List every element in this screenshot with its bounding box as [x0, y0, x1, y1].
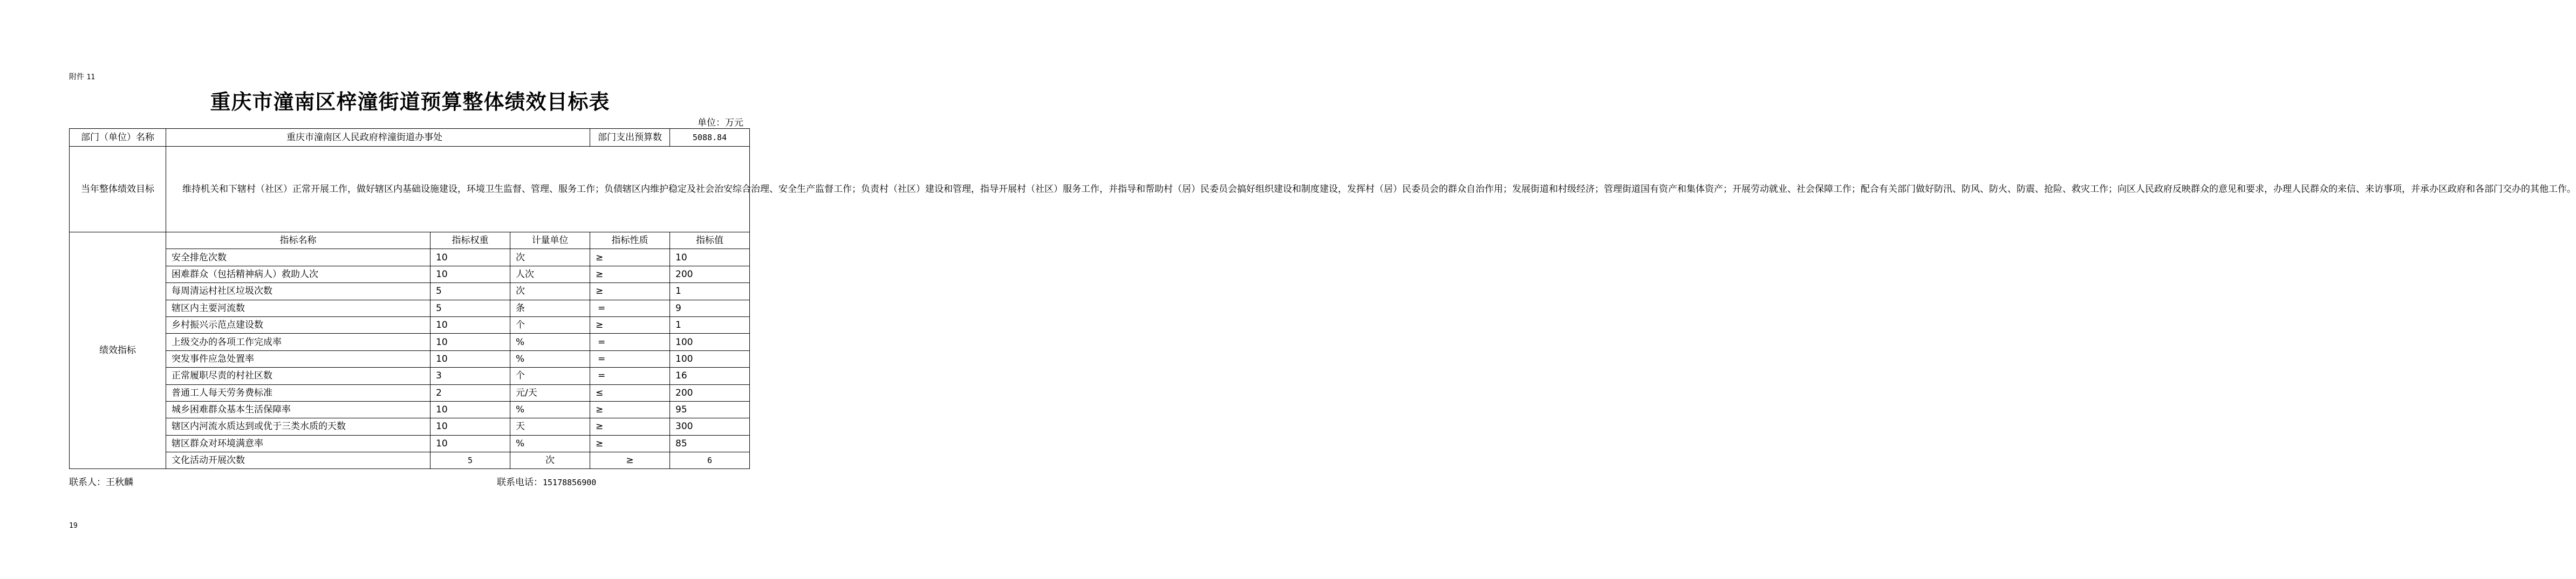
budget-label: 部门支出预算数 — [590, 129, 670, 147]
attachment-label — [69, 71, 95, 82]
indicator-nature: ≥ — [590, 266, 670, 282]
performance-table — [69, 128, 2576, 469]
goal-row — [70, 147, 750, 232]
indicator-value: 6 — [670, 452, 750, 469]
indicator-name: 辖区内主要河流数 — [166, 300, 431, 316]
indicator-name: 每周清运村社区垃圾次数 — [166, 283, 431, 300]
indicator-value: 1 — [670, 316, 750, 333]
indicator-name: 普通工人每天劳务费标准 — [166, 384, 431, 401]
indicator-nature: ≥ — [590, 316, 670, 333]
table-row — [70, 435, 750, 452]
indicator-header-row — [70, 232, 750, 249]
indicator-unit: 个 — [510, 316, 590, 333]
indicator-value: 10 — [670, 249, 750, 266]
indicator-nature: ≤ — [590, 384, 670, 401]
page-number: 19 — [69, 522, 78, 530]
goal-text-content: 维持机关和下辖村（社区）正常开展工作，做好辖区内基础设施建设，环境卫生监督、管理、服务工作；负债辖区内维护稳定及社会治安综合治理、安全生产监督工作；负责村（社区）建设和管理，指导开展村（社区）服务工作，并指导和帮助村（居）民委员会搞好组织建设和制度建设，发挥村（居）民委员会的群众自治作用；发展街道和村级经济；管理街道国有资产和集体资产；开展劳动就业、社会保障工作；配合有关部门做好防汛、防风、防火、防震、抢险、救灾工作；向区人民政府反映群众的意见和要求，办理人民群众的来信、来访事项，并承办区政府和各部门交办的其他工作。 — [182, 184, 2576, 195]
indicator-name: 乡村振兴示范点建设数 — [166, 316, 431, 333]
indicator-value: 95 — [670, 401, 750, 418]
indicator-unit: % — [510, 334, 590, 350]
unit-label: 单位：万元 — [698, 118, 743, 128]
indicator-weight: 10 — [431, 316, 510, 333]
table-row — [70, 300, 750, 316]
header-weight: 指标权重 — [431, 232, 510, 249]
indicator-weight: 10 — [431, 418, 510, 435]
indicator-name: 辖区群众对环境满意率 — [166, 435, 431, 452]
indicator-weight: 10 — [431, 435, 510, 452]
header-indicator-name: 指标名称 — [166, 232, 431, 249]
indicator-unit: 人次 — [510, 266, 590, 282]
table-row — [70, 350, 750, 367]
indicator-unit: 次 — [510, 249, 590, 266]
table-row — [70, 316, 750, 333]
indicator-name: 文化活动开展次数 — [166, 452, 431, 469]
indicator-value: 9 — [670, 300, 750, 316]
indicator-unit: 条 — [510, 300, 590, 316]
indicator-nature: ≥ — [590, 401, 670, 418]
header-nature: 指标性质 — [590, 232, 670, 249]
contact-person — [69, 474, 133, 488]
dept-row — [70, 129, 750, 147]
table-row — [70, 368, 750, 384]
dept-name-value: 重庆市潼南区人民政府梓潼街道办事处 — [166, 129, 590, 147]
indicator-unit: 次 — [510, 452, 590, 469]
indicator-weight: 5 — [431, 452, 510, 469]
indicator-nature: = — [590, 334, 670, 350]
indicator-weight: 10 — [431, 350, 510, 367]
indicator-nature: = — [590, 300, 670, 316]
goal-label: 当年整体绩效目标 — [70, 147, 166, 232]
indicator-weight: 10 — [431, 334, 510, 350]
contact-label: 联系人： — [69, 477, 106, 488]
table-row — [70, 283, 750, 300]
indicator-nature: = — [590, 350, 670, 367]
indicators-label: 绩效指标 — [70, 232, 166, 469]
attachment-text: 附件 — [69, 73, 84, 81]
indicator-name: 城乡困难群众基本生活保障率 — [166, 401, 431, 418]
dept-name-label: 部门（单位）名称 — [70, 129, 166, 147]
table-row — [70, 384, 750, 401]
indicator-unit: 元/天 — [510, 384, 590, 401]
indicator-unit: % — [510, 401, 590, 418]
indicator-unit: 天 — [510, 418, 590, 435]
indicator-weight: 3 — [431, 368, 510, 384]
indicator-weight: 10 — [431, 401, 510, 418]
header-value: 指标值 — [670, 232, 750, 249]
table-row — [70, 452, 750, 469]
page-title: 重庆市潼南区梓潼街道预算整体绩效目标表 — [210, 89, 610, 114]
indicator-weight: 5 — [431, 283, 510, 300]
budget-value: 5088.84 — [670, 129, 750, 147]
phone-label: 联系电话： — [497, 477, 543, 488]
table-row — [70, 266, 750, 282]
indicator-nature: ≥ — [590, 249, 670, 266]
indicator-unit: % — [510, 435, 590, 452]
table-row — [70, 249, 750, 266]
indicator-name: 突发事件应急处置率 — [166, 350, 431, 367]
indicator-nature: ≥ — [590, 435, 670, 452]
indicator-value: 16 — [670, 368, 750, 384]
indicator-value: 100 — [670, 350, 750, 367]
indicator-value: 300 — [670, 418, 750, 435]
table-row — [70, 401, 750, 418]
indicator-weight: 2 — [431, 384, 510, 401]
contact-name: 王秋麟 — [106, 477, 133, 488]
indicator-weight: 10 — [431, 249, 510, 266]
indicator-unit: 个 — [510, 368, 590, 384]
indicator-unit: % — [510, 350, 590, 367]
header-unit: 计量单位 — [510, 232, 590, 249]
indicator-value: 200 — [670, 384, 750, 401]
attachment-number: 11 — [86, 73, 95, 81]
indicator-value: 200 — [670, 266, 750, 282]
indicator-nature: = — [590, 368, 670, 384]
indicator-weight: 10 — [431, 266, 510, 282]
phone-value: 15178856900 — [543, 478, 597, 487]
indicator-nature: ≥ — [590, 452, 670, 469]
indicator-value: 100 — [670, 334, 750, 350]
indicator-unit: 次 — [510, 283, 590, 300]
indicator-name: 上级交办的各项工作完成率 — [166, 334, 431, 350]
indicator-name: 正常履职尽责的村社区数 — [166, 368, 431, 384]
contact-phone — [497, 474, 596, 488]
indicator-nature: ≥ — [590, 283, 670, 300]
indicator-value: 1 — [670, 283, 750, 300]
table-row — [70, 334, 750, 350]
indicator-value: 85 — [670, 435, 750, 452]
table-row — [70, 418, 750, 435]
indicator-nature: ≥ — [590, 418, 670, 435]
indicator-name: 安全排危次数 — [166, 249, 431, 266]
indicator-name: 困难群众（包括精神病人）救助人次 — [166, 266, 431, 282]
indicator-weight: 5 — [431, 300, 510, 316]
goal-text — [166, 147, 2576, 232]
indicator-name: 辖区内河流水质达到或优于三类水质的天数 — [166, 418, 431, 435]
